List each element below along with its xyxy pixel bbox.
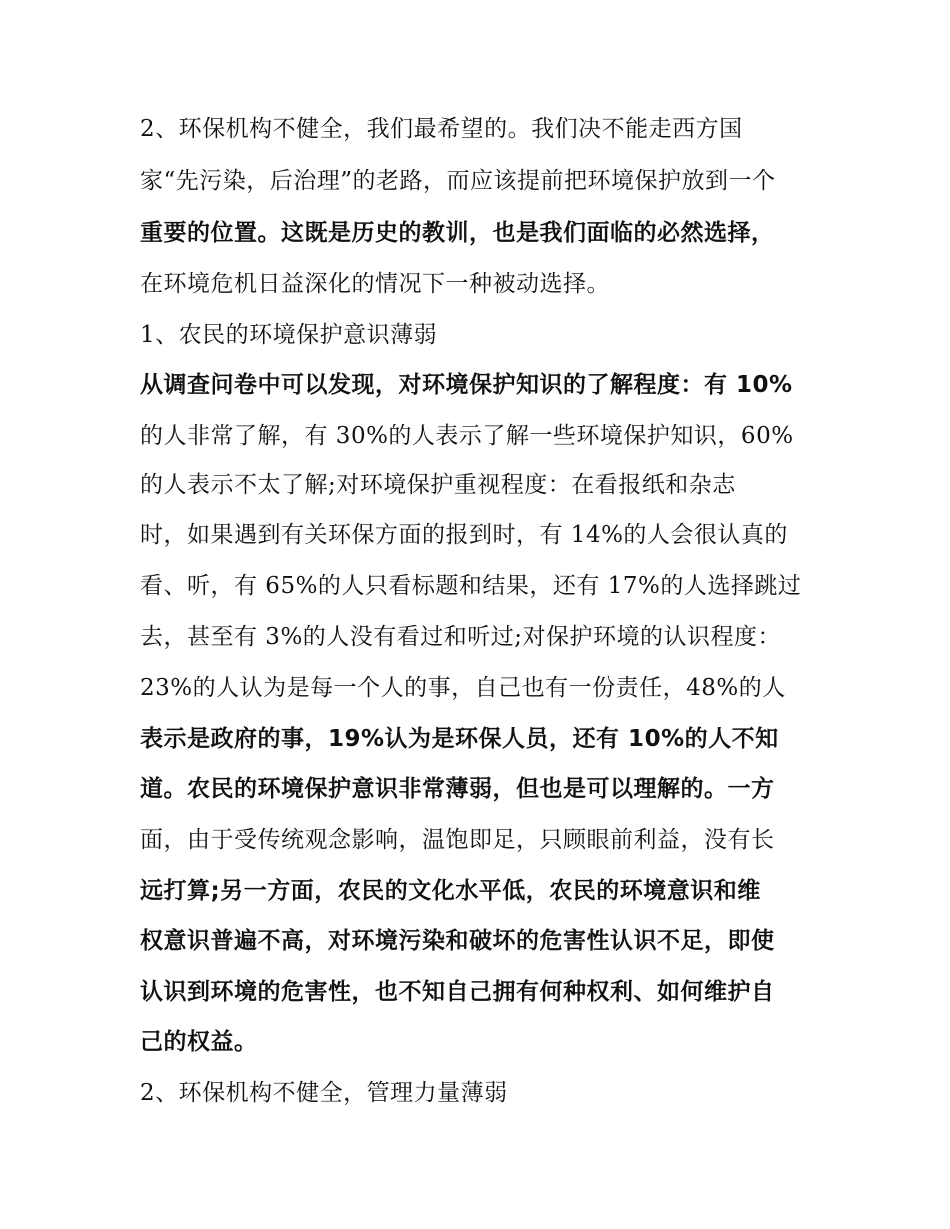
text-line: 道。农民的环境保护意识非常薄弱，但也是可以理解的。一方 [140,776,775,802]
section-heading: 1、农民的环境保护意识薄弱 [140,322,438,348]
text-line: 在环境危机日益深化的情况下一种被动选择。 [140,271,610,297]
text-line: 家“先污染，后治理”的老路，而应该提前把环境保护放到一个 [140,168,776,194]
text-line: 表示是政府的事，19%认为是环保人员，还有 10%的人不知 [140,726,779,752]
text-line: 2、环保机构不健全，我们最希望的。我们决不能走西方国 [140,116,743,142]
text-line: 23%的人认为是每一个人的事，自己也有一份责任，48%的人 [140,675,786,701]
text-line: 认识到环境的危害性，也不知自己拥有何种权利、如何维护自 [140,979,775,1005]
text-line: 的人非常了解，有 30%的人表示了解一些环境保护知识，60% [140,423,794,449]
text-line: 面，由于受传统观念影响，温饱即足，只顾眼前利益，没有长 [140,827,775,853]
section-heading: 2、环保机构不健全，管理力量薄弱 [140,1080,508,1106]
text-line: 看、听，有 65%的人只看标题和结果，还有 17%的人选择跳过 [140,573,802,599]
text-line: 权意识普遍不高，对环境污染和破坏的危害性认识不足，即使 [140,928,775,954]
text-line: 去，甚至有 3%的人没有看过和听过;对保护环境的认识程度： [140,624,782,650]
text-line: 重要的位置。这既是历史的教训，也是我们面临的必然选择， [140,220,775,246]
text-line: 的人表示不太了解;对环境保护重视程度：在看报纸和杂志 [140,472,736,498]
text-line: 己的权益。 [140,1029,258,1055]
text-line: 远打算;另一方面，农民的文化水平低，农民的环境意识和维 [140,878,761,904]
text-line: 时，如果遇到有关环保方面的报到时，有 14%的人会很认真的 [140,522,788,548]
text-line: 从调查问卷中可以发现，对环境保护知识的了解程度：有 10% [140,372,793,398]
